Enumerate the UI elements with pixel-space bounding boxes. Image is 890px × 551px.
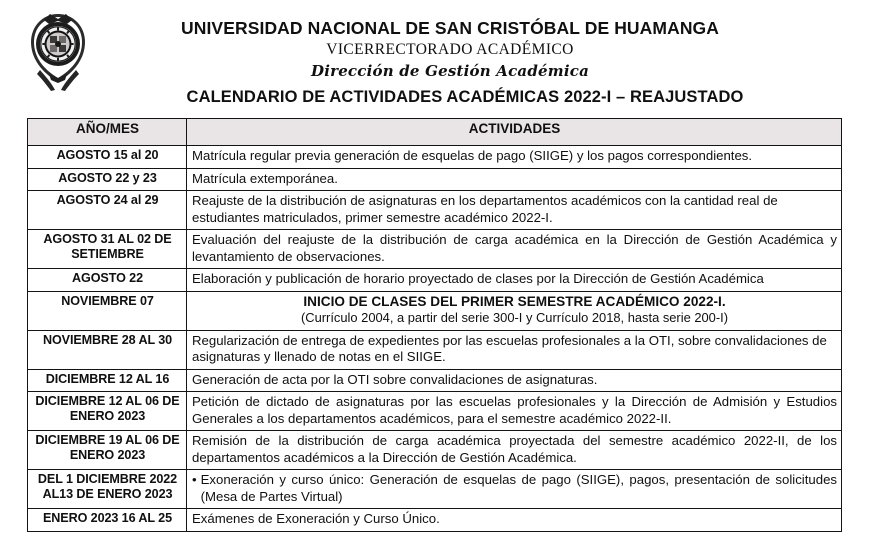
organization-heading xyxy=(100,18,800,81)
table-row xyxy=(28,230,842,269)
row-month: ENERO 2023 16 AL 25 xyxy=(28,509,187,532)
table-header-row xyxy=(28,119,842,146)
table-row xyxy=(28,431,842,470)
row-activity: Remisión de la distribución de carga académica proyectada del semestre académico 2022-II, de los departamentos académicos a la Dirección de Gestión Académica. xyxy=(187,431,842,470)
table-header xyxy=(28,119,842,146)
row-activity: Petición de dictado de asignaturas por las escuelas profesionales y la Dirección de Admisión y Estudios Generales a los departamentos académicos, para el semestre académico 2022-II. xyxy=(187,392,842,431)
row-activity: Matrícula regular previa generación de esquelas de pago (SIIGE) y los pagos correspondientes. xyxy=(187,146,842,169)
row-activity: Regularización de entrega de expedientes por las escuelas profesionales a la OTI, sobre convalidaciones de asignaturas y llenado de notas en el SIIGE. xyxy=(187,330,842,369)
table-row xyxy=(28,291,842,330)
row-month: NOVIEMBRE 28 AL 30 xyxy=(28,330,187,369)
row-month: DICIEMBRE 12 AL 06 DE ENERO 2023 xyxy=(28,392,187,431)
row-month: DICIEMBRE 19 AL 06 DE ENERO 2023 xyxy=(28,431,187,470)
table-row xyxy=(28,191,842,230)
direccion-line: Dirección de Gestión Académica xyxy=(310,61,589,80)
column-header-anomes: AÑO/MES xyxy=(28,119,187,146)
table-row xyxy=(28,269,842,292)
row-activity xyxy=(187,291,842,330)
table-row xyxy=(28,146,842,169)
row-month: DEL 1 DICIEMBRE 2022 AL13 DE ENERO 2023 xyxy=(28,470,187,509)
table-row xyxy=(28,509,842,532)
row-activity-emphasis: INICIO DE CLASES DEL PRIMER SEMESTRE ACADÉMICO 2022-I. xyxy=(303,293,726,309)
bullet-icon: • xyxy=(192,472,197,488)
row-activity: Reajuste de la distribución de asignaturas en los departamentos académicos con la cantidad real de estudiantes matriculados, primer semestre académico 2022-I. xyxy=(187,191,842,230)
row-activity xyxy=(187,470,842,509)
table-row xyxy=(28,369,842,392)
row-activity: Elaboración y publicación de horario proyectado de clases por la Dirección de Gestión Académica xyxy=(187,269,842,292)
row-month: AGOSTO 22 xyxy=(28,269,187,292)
table-row xyxy=(28,470,842,509)
row-month: AGOSTO 24 al 29 xyxy=(28,191,187,230)
page-title: CALENDARIO DE ACTIVIDADES ACADÉMICAS 2022-I – REAJUSTADO xyxy=(186,88,744,106)
row-month: NOVIEMBRE 07 xyxy=(28,291,187,330)
row-activity: Generación de acta por la OTI sobre convalidaciones de asignaturas. xyxy=(187,369,842,392)
university-crest-icon xyxy=(27,12,89,96)
row-month: AGOSTO 22 y 23 xyxy=(28,168,187,191)
column-header-actividades: ACTIVIDADES xyxy=(187,119,842,146)
table-body xyxy=(28,146,842,532)
row-activity: Exámenes de Exoneración y Curso Único. xyxy=(187,509,842,532)
row-month: DICIEMBRE 12 AL 16 xyxy=(28,369,187,392)
letterhead xyxy=(0,0,890,84)
table-row xyxy=(28,168,842,191)
row-activity-subtext: (Currículo 2004, a partir del serie 300-I y Currículo 2018, hasta serie 200-I) xyxy=(300,310,729,326)
row-activity: Evaluación del reajuste de la distribución de carga académica en la Dirección de Gestión Académica y levantamiento de observaciones. xyxy=(187,230,842,269)
calendar-table-container xyxy=(27,118,841,532)
row-activity-text: Exoneración y curso único: Generación de esquelas de pago (SIIGE), pagos, presentación de solicitudes (Mesa de Partes Virtual) xyxy=(200,472,837,504)
row-month: AGOSTO 31 AL 02 DE SETIEMBRE xyxy=(28,230,187,269)
row-activity: Matrícula extemporánea. xyxy=(187,168,842,191)
table-row xyxy=(28,330,842,369)
row-month: AGOSTO 15 al 20 xyxy=(28,146,187,169)
calendar-table xyxy=(27,118,842,532)
table-row xyxy=(28,392,842,431)
university-name: UNIVERSIDAD NACIONAL DE SAN CRISTÓBAL DE HUAMANGA xyxy=(180,18,720,38)
vicerrectorado-line: VICERRECTORADO ACADÉMICO xyxy=(326,40,574,58)
